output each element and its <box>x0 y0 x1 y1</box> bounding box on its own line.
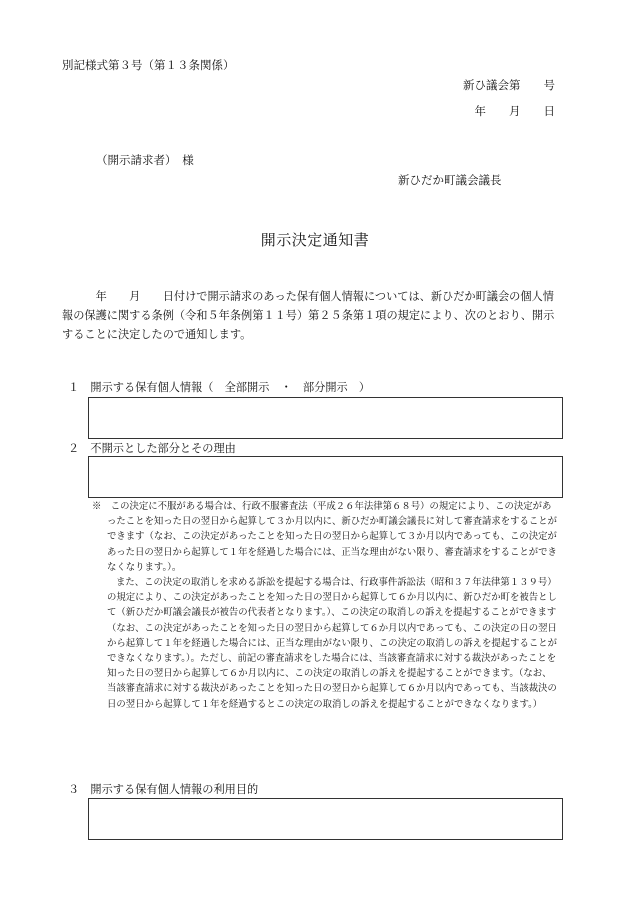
section-2-number: ２ <box>68 442 80 455</box>
appeal-notice <box>92 499 560 712</box>
section-2-field[interactable] <box>88 456 563 498</box>
section-1-field[interactable] <box>88 397 563 439</box>
appeal-notice-paragraph-1: ※ この決定に不服がある場合は、行政不服審査法（平成２６年法律第６８号）の規定により、この決定があったことを知った日の翌日から起算して３か月以内に、新ひだか町議会議長に対して審査請求をすることができます（なお、この決定があったことを知った日の翌日から起算して３か月以内であっても、この決定があった日の翌日から起算して１年を経過した場合には、正当な理由がない限り、審査請求をすることができなくなります。）。 <box>92 501 558 573</box>
section-2-heading <box>68 440 236 456</box>
section-3-field[interactable] <box>88 798 563 840</box>
section-2-label: 不開示とした部分とその理由 <box>90 442 236 455</box>
document-title: 開示決定通知書 <box>260 231 370 249</box>
section-3-heading <box>68 781 258 797</box>
body-text: 年 月 日付けで開示請求のあった保有個人情報については、新ひだか町議会の個人情報の保護に関する条例（令和５年条例第１１号）第２５条第１項の規定により、次のとおり、開示することに決定したので通知します。 <box>62 290 555 341</box>
form-label: 別記様式第３号（第１３条関係） <box>62 58 235 72</box>
section-1-number: １ <box>68 381 80 394</box>
addressee: （開示請求者） 様 <box>96 153 194 167</box>
document-number: 新ひ議会第 号 <box>463 78 555 92</box>
section-3-number: ３ <box>68 783 80 796</box>
appeal-notice-paragraph-2: また、この決定の取消しを求める訴訟を提起する場合は、行政事件訴訟法（昭和３７年法律第１３９号）の規定により、この決定があったことを知った日の翌日から起算して６か月以内に、新ひだか町を被告として（新ひだか町議会議長が被告の代表者となります。）、この決定の取消しの訴えを提起することができます（なお、この決定があったことを知った日の翌日から起算して６か月以内であっても、この決定の日の翌日から起算して１年を経過した場合には、正当な理由がない限り、この決定の取消しの訴えを提起することができなくなります。）。ただし、前記の審査請求をした場合には、当該審査請求に対する裁決があったことを知った日の翌日から起算して６か月以内に、この決定の取消しの訴えを提起することができます。（なお、当該審査請求に対する裁決があったことを知った日の翌日から起算して６か月以内であっても、当該裁決の日の翌日から起算して１年を経過するとこの決定の取消しの訴えを提起することができなくなります。） <box>107 577 558 710</box>
section-3-label: 開示する保有個人情報の利用目的 <box>90 783 259 796</box>
section-1-label: 開示する保有個人情報（ 全部開示 ・ 部分開示 ） <box>90 381 371 394</box>
section-1-heading <box>68 379 370 395</box>
document-date: 年 月 日 <box>474 104 555 118</box>
sender: 新ひだか町議会議長 <box>398 173 502 187</box>
